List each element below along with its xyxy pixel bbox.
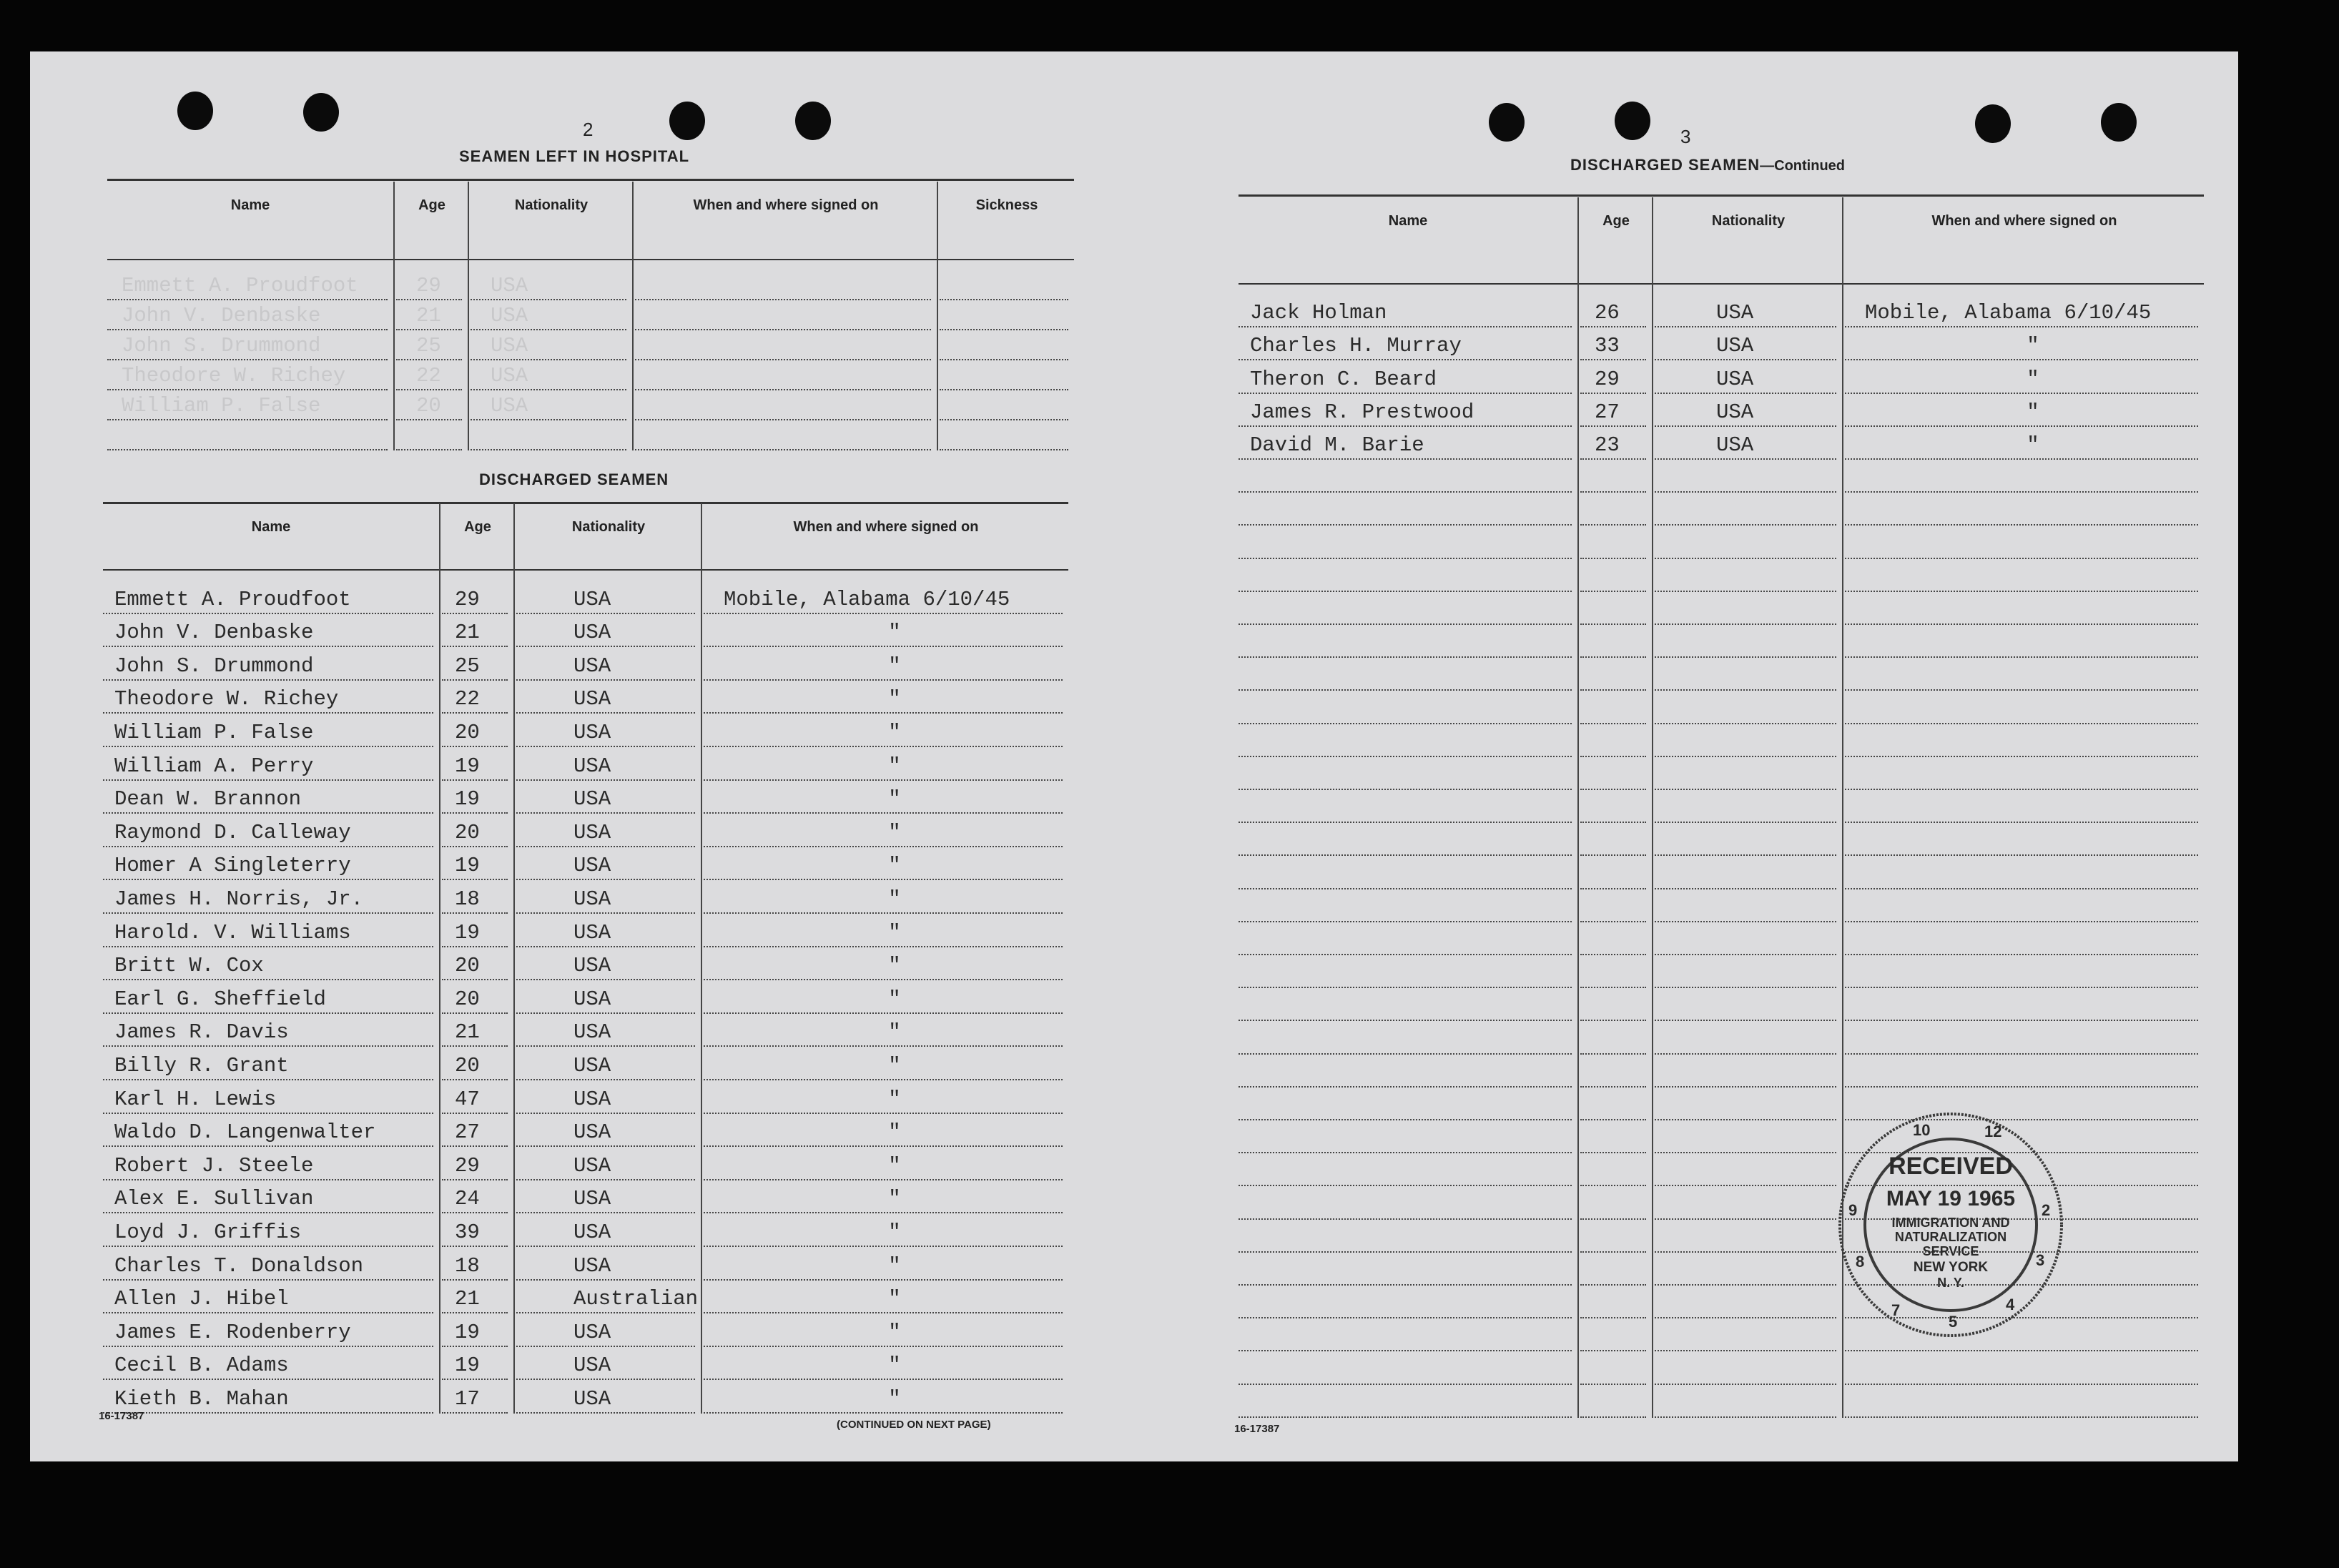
row-line bbox=[396, 448, 462, 450]
cell-age: 24 bbox=[455, 1187, 480, 1211]
table-row bbox=[103, 681, 1068, 714]
cell-nationality: USA bbox=[573, 1020, 611, 1045]
row-line bbox=[1655, 1415, 1836, 1418]
hospital-table-top-rule bbox=[107, 179, 1074, 181]
stamp-line1: IMMIGRATION AND bbox=[1891, 1216, 2010, 1230]
table-row bbox=[1239, 559, 2204, 592]
table-row bbox=[1239, 592, 2204, 625]
header-rule bbox=[1239, 283, 2204, 285]
table-row bbox=[1239, 493, 2204, 526]
cell-nationality: USA bbox=[573, 1120, 611, 1145]
form-number: 16-17387 bbox=[99, 1410, 144, 1422]
table-row bbox=[1239, 1021, 2204, 1054]
table-row bbox=[103, 947, 1068, 981]
cell-signed_on: " bbox=[888, 920, 901, 945]
column-header: Nationality bbox=[571, 519, 646, 535]
table-row bbox=[1239, 790, 2204, 823]
table-row bbox=[1239, 691, 2204, 724]
cell-age: 39 bbox=[455, 1220, 480, 1244]
cell-name: Loyd J. Griffis bbox=[114, 1220, 302, 1244]
cell-name: Earl G. Sheffield bbox=[114, 987, 326, 1011]
table-row bbox=[103, 1213, 1068, 1247]
column-header: Nationality bbox=[514, 197, 589, 213]
table-row bbox=[1239, 327, 2204, 360]
cell-age: 25 bbox=[455, 654, 480, 678]
cell-name: William P. False bbox=[114, 720, 314, 744]
table-row bbox=[103, 1347, 1068, 1381]
cell-signed_on: " bbox=[888, 1320, 901, 1344]
cell-signed_on: " bbox=[888, 1153, 901, 1178]
left-page bbox=[30, 51, 1103, 1461]
cell-signed_on: " bbox=[888, 754, 901, 778]
cell-name: Britt W. Cox bbox=[114, 954, 264, 978]
cell-name: Harold. V. Williams bbox=[114, 920, 351, 945]
table-row bbox=[1239, 625, 2204, 658]
cell-nationality: USA bbox=[573, 1087, 611, 1111]
table-row bbox=[103, 781, 1068, 814]
table-row bbox=[103, 1047, 1068, 1080]
table-row bbox=[103, 714, 1068, 747]
table-row bbox=[1239, 955, 2204, 988]
table-row bbox=[107, 270, 1074, 300]
cell-name: John V. Denbaske bbox=[122, 304, 321, 327]
cell-age: 20 bbox=[455, 720, 480, 744]
cell-age: 19 bbox=[455, 920, 480, 945]
row-line bbox=[442, 1411, 508, 1414]
stamp-digit: 2 bbox=[2042, 1201, 2051, 1219]
cell-name: Theodore W. Richey bbox=[122, 364, 346, 388]
cell-age: 20 bbox=[455, 820, 480, 844]
cell-nationality: USA bbox=[491, 334, 528, 358]
cell-nationality: USA bbox=[573, 1386, 611, 1411]
cell-age: 21 bbox=[416, 304, 441, 327]
hospital-section-title: SEAMEN LEFT IN HOSPITAL bbox=[459, 147, 690, 165]
cell-nationality: USA bbox=[573, 987, 611, 1011]
discharged-table-top-rule bbox=[103, 502, 1068, 504]
cell-signed_on: " bbox=[888, 787, 901, 812]
cell-nationality: USA bbox=[573, 1253, 611, 1278]
cell-nationality: USA bbox=[1716, 400, 1754, 424]
cell-signed_on: " bbox=[888, 820, 901, 844]
table-row bbox=[107, 420, 1074, 450]
table-row bbox=[1239, 724, 2204, 757]
cell-age: 29 bbox=[1595, 367, 1620, 391]
cell-name: William A. Perry bbox=[114, 754, 314, 778]
cell-signed_on: Mobile, Alabama 6/10/45 bbox=[724, 587, 1010, 611]
column-header: Name bbox=[251, 519, 291, 535]
cell-name: William P. False bbox=[122, 394, 321, 418]
cell-nationality: USA bbox=[1716, 334, 1754, 358]
stamp-digit: 12 bbox=[1984, 1123, 2002, 1140]
cell-age: 27 bbox=[1595, 400, 1620, 424]
page-number: 3 bbox=[1680, 126, 1691, 147]
cell-age: 19 bbox=[455, 1353, 480, 1378]
cell-name: Alex E. Sullivan bbox=[114, 1187, 314, 1211]
cell-age: 25 bbox=[416, 334, 441, 358]
table-row bbox=[1239, 1351, 2204, 1384]
row-line bbox=[635, 448, 931, 450]
row-line bbox=[940, 448, 1068, 450]
cell-signed_on: " bbox=[888, 1020, 901, 1045]
row-line bbox=[107, 448, 388, 450]
cell-age: 29 bbox=[455, 1153, 480, 1178]
cell-nationality: USA bbox=[491, 304, 528, 327]
table-row bbox=[103, 880, 1068, 914]
table-row bbox=[103, 914, 1068, 947]
cell-name: John V. Denbaske bbox=[114, 621, 314, 645]
cell-name: John S. Drummond bbox=[114, 654, 314, 678]
cell-nationality: USA bbox=[573, 820, 611, 844]
cell-nationality: USA bbox=[573, 787, 611, 812]
cell-age: 29 bbox=[455, 587, 480, 611]
cell-name: Emmett A. Proudfoot bbox=[114, 587, 351, 611]
cell-signed_on: " bbox=[2027, 367, 2039, 391]
cell-nationality: USA bbox=[573, 854, 611, 878]
cell-nationality: USA bbox=[491, 364, 528, 388]
cell-signed_on: " bbox=[888, 1253, 901, 1278]
cell-nationality: USA bbox=[573, 1053, 611, 1078]
cell-signed_on: " bbox=[888, 1353, 901, 1378]
row-line bbox=[704, 1411, 1063, 1414]
table-row bbox=[1239, 823, 2204, 856]
table-row bbox=[1239, 1055, 2204, 1088]
cell-nationality: USA bbox=[573, 1220, 611, 1244]
stamp-digit: 3 bbox=[2036, 1251, 2045, 1269]
column-header: When and where signed on bbox=[793, 519, 979, 535]
row-line bbox=[516, 1411, 695, 1414]
table-row bbox=[103, 1147, 1068, 1180]
stamp-line4: NEW YORK bbox=[1913, 1260, 1989, 1275]
continued-table-top-rule bbox=[1239, 194, 2204, 197]
cell-age: 27 bbox=[455, 1120, 480, 1145]
cell-signed_on: " bbox=[888, 654, 901, 678]
stamp-digit: 5 bbox=[1949, 1313, 1958, 1331]
table-row bbox=[1239, 988, 2204, 1021]
column-header: When and where signed on bbox=[693, 197, 879, 213]
continued-note: (CONTINUED ON NEXT PAGE) bbox=[837, 1419, 991, 1431]
cell-name: Waldo D. Langenwalter bbox=[114, 1120, 376, 1145]
row-line bbox=[103, 1411, 433, 1414]
cell-name: Jack Holman bbox=[1250, 301, 1387, 325]
discharged-continued-title bbox=[1570, 156, 1845, 174]
column-header: When and where signed on bbox=[1931, 213, 2117, 229]
table-row bbox=[103, 747, 1068, 781]
table-row bbox=[103, 1014, 1068, 1047]
column-header: Age bbox=[464, 519, 491, 535]
form-number: 16-17387 bbox=[1234, 1423, 1280, 1435]
cell-signed_on: " bbox=[888, 1386, 901, 1411]
cell-name: Charles T. Donaldson bbox=[114, 1253, 364, 1278]
row-line bbox=[1239, 1415, 1572, 1418]
cell-nationality: USA bbox=[573, 720, 611, 744]
cell-age: 19 bbox=[455, 754, 480, 778]
cell-age: 20 bbox=[416, 394, 441, 418]
cell-signed_on: " bbox=[888, 1220, 901, 1244]
table-row bbox=[103, 1114, 1068, 1148]
table-row bbox=[1239, 526, 2204, 558]
column-header: Name bbox=[1388, 213, 1428, 229]
cell-name: James R. Prestwood bbox=[1250, 400, 1474, 424]
cell-age: 20 bbox=[455, 1053, 480, 1078]
cell-name: James H. Norris, Jr. bbox=[114, 887, 364, 911]
table-row bbox=[103, 1080, 1068, 1114]
table-row bbox=[1239, 889, 2204, 922]
table-row bbox=[1239, 856, 2204, 889]
cell-nationality: USA bbox=[573, 687, 611, 711]
cell-age: 21 bbox=[455, 1020, 480, 1045]
cell-age: 18 bbox=[455, 1253, 480, 1278]
cell-signed_on: Mobile, Alabama 6/10/45 bbox=[1865, 301, 2152, 325]
cell-name: John S. Drummond bbox=[122, 334, 321, 358]
cell-name: Emmett A. Proudfoot bbox=[122, 274, 358, 297]
table-row bbox=[103, 647, 1068, 681]
table-row bbox=[103, 1380, 1068, 1414]
cell-age: 22 bbox=[455, 687, 480, 711]
cell-age: 19 bbox=[455, 854, 480, 878]
cell-signed_on: " bbox=[888, 887, 901, 911]
discharged-section-title: DISCHARGED SEAMEN bbox=[479, 470, 669, 488]
cell-nationality: USA bbox=[491, 274, 528, 297]
cell-signed_on: " bbox=[888, 987, 901, 1011]
cell-age: 19 bbox=[455, 1320, 480, 1344]
table-row bbox=[1239, 922, 2204, 955]
cell-nationality: USA bbox=[573, 920, 611, 945]
stamp-digit: 9 bbox=[1848, 1201, 1858, 1219]
table-row bbox=[1239, 427, 2204, 460]
table-row bbox=[107, 330, 1074, 360]
cell-age: 21 bbox=[455, 1287, 480, 1311]
cell-nationality: USA bbox=[573, 1187, 611, 1211]
stamp-digit: 4 bbox=[2006, 1296, 2015, 1313]
cell-signed_on: " bbox=[2027, 400, 2039, 424]
cell-name: Karl H. Lewis bbox=[114, 1087, 277, 1111]
row-line bbox=[1580, 1415, 1646, 1418]
cell-nationality: USA bbox=[573, 954, 611, 978]
cell-signed_on: " bbox=[888, 954, 901, 978]
cell-nationality: USA bbox=[573, 1320, 611, 1344]
table-row bbox=[1239, 658, 2204, 691]
stamp-received: RECEIVED bbox=[1889, 1153, 2013, 1180]
received-stamp bbox=[1834, 1108, 2067, 1341]
title-main: DISCHARGED SEAMEN bbox=[1570, 156, 1761, 174]
stamp-line3: SERVICE bbox=[1922, 1244, 1979, 1258]
cell-signed_on: " bbox=[888, 1187, 901, 1211]
cell-signed_on: " bbox=[888, 1120, 901, 1145]
cell-age: 22 bbox=[416, 364, 441, 388]
cell-age: 19 bbox=[455, 787, 480, 812]
cell-name: Cecil B. Adams bbox=[114, 1353, 289, 1378]
cell-name: Homer A Singleterry bbox=[114, 854, 351, 878]
stamp-date: MAY 19 1965 bbox=[1886, 1187, 2016, 1210]
cell-age: 26 bbox=[1595, 301, 1620, 325]
cell-nationality: USA bbox=[1716, 367, 1754, 391]
table-row bbox=[103, 1247, 1068, 1281]
column-header: Age bbox=[1602, 213, 1630, 229]
table-row bbox=[1239, 360, 2204, 393]
header-rule bbox=[103, 569, 1068, 571]
cell-name: James E. Rodenberry bbox=[114, 1320, 351, 1344]
header-rule bbox=[107, 259, 1074, 260]
cell-signed_on: " bbox=[888, 621, 901, 645]
cell-name: James R. Davis bbox=[114, 1020, 289, 1045]
table-row bbox=[107, 390, 1074, 420]
cell-nationality: USA bbox=[1716, 433, 1754, 457]
table-row bbox=[103, 581, 1068, 614]
column-header: Name bbox=[230, 197, 270, 213]
cell-name: Dean W. Brannon bbox=[114, 787, 302, 812]
cell-nationality: USA bbox=[491, 394, 528, 418]
table-row bbox=[1239, 295, 2204, 327]
cell-nationality: Australian bbox=[573, 1287, 698, 1311]
table-row bbox=[107, 360, 1074, 390]
cell-nationality: USA bbox=[573, 587, 611, 611]
table-row bbox=[103, 980, 1068, 1014]
cell-age: 18 bbox=[455, 887, 480, 911]
cell-signed_on: " bbox=[888, 1087, 901, 1111]
right-page bbox=[1131, 51, 2238, 1461]
stamp-digit: 8 bbox=[1856, 1253, 1865, 1271]
cell-signed_on: " bbox=[888, 720, 901, 744]
table-row bbox=[1239, 394, 2204, 427]
cell-name: Robert J. Steele bbox=[114, 1153, 314, 1178]
cell-signed_on: " bbox=[2027, 433, 2039, 457]
cell-name: Theron C. Beard bbox=[1250, 367, 1437, 391]
cell-age: 20 bbox=[455, 954, 480, 978]
row-line bbox=[471, 448, 626, 450]
cell-name: Kieth B. Mahan bbox=[114, 1386, 289, 1411]
table-row bbox=[107, 300, 1074, 330]
column-header: Sickness bbox=[975, 197, 1038, 213]
cell-nationality: USA bbox=[573, 621, 611, 645]
cell-age: 29 bbox=[416, 274, 441, 297]
cell-age: 17 bbox=[455, 1386, 480, 1411]
cell-signed_on: " bbox=[888, 854, 901, 878]
cell-nationality: USA bbox=[573, 1353, 611, 1378]
table-row bbox=[103, 1180, 1068, 1214]
cell-age: 47 bbox=[455, 1087, 480, 1111]
table-row bbox=[1239, 757, 2204, 790]
cell-nationality: USA bbox=[573, 1153, 611, 1178]
table-row bbox=[103, 1281, 1068, 1314]
stamp-line5: N. Y. bbox=[1937, 1276, 1964, 1290]
table-row bbox=[1239, 1385, 2204, 1418]
document-sheet bbox=[30, 51, 2238, 1461]
cell-signed_on: " bbox=[888, 1287, 901, 1311]
cell-name: Raymond D. Calleway bbox=[114, 820, 351, 844]
table-row bbox=[103, 847, 1068, 881]
stamp-line2: NATURALIZATION bbox=[1894, 1230, 2007, 1244]
cell-name: Theodore W. Richey bbox=[114, 687, 339, 711]
stamp-digit: 10 bbox=[1913, 1121, 1931, 1139]
cell-nationality: USA bbox=[573, 654, 611, 678]
page-number: 2 bbox=[583, 119, 594, 140]
stamp-digit: 7 bbox=[1891, 1301, 1901, 1319]
cell-name: Billy R. Grant bbox=[114, 1053, 289, 1078]
cell-signed_on: " bbox=[888, 1053, 901, 1078]
table-row bbox=[1239, 460, 2204, 493]
cell-age: 20 bbox=[455, 987, 480, 1011]
row-line bbox=[1845, 1415, 2198, 1418]
cell-signed_on: " bbox=[2027, 334, 2039, 358]
table-row bbox=[103, 614, 1068, 648]
cell-name: David M. Barie bbox=[1250, 433, 1424, 457]
cell-age: 21 bbox=[455, 621, 480, 645]
title-suffix: —Continued bbox=[1760, 158, 1846, 174]
column-header: Age bbox=[418, 197, 445, 213]
cell-age: 23 bbox=[1595, 433, 1620, 457]
cell-signed_on: " bbox=[888, 687, 901, 711]
cell-nationality: USA bbox=[1716, 301, 1754, 325]
cell-age: 33 bbox=[1595, 334, 1620, 358]
table-row bbox=[103, 1313, 1068, 1347]
cell-name: Charles H. Murray bbox=[1250, 334, 1462, 358]
cell-nationality: USA bbox=[573, 887, 611, 911]
column-header: Nationality bbox=[1711, 213, 1786, 229]
table-row bbox=[103, 814, 1068, 847]
cell-name: Allen J. Hibel bbox=[114, 1287, 289, 1311]
cell-nationality: USA bbox=[573, 754, 611, 778]
